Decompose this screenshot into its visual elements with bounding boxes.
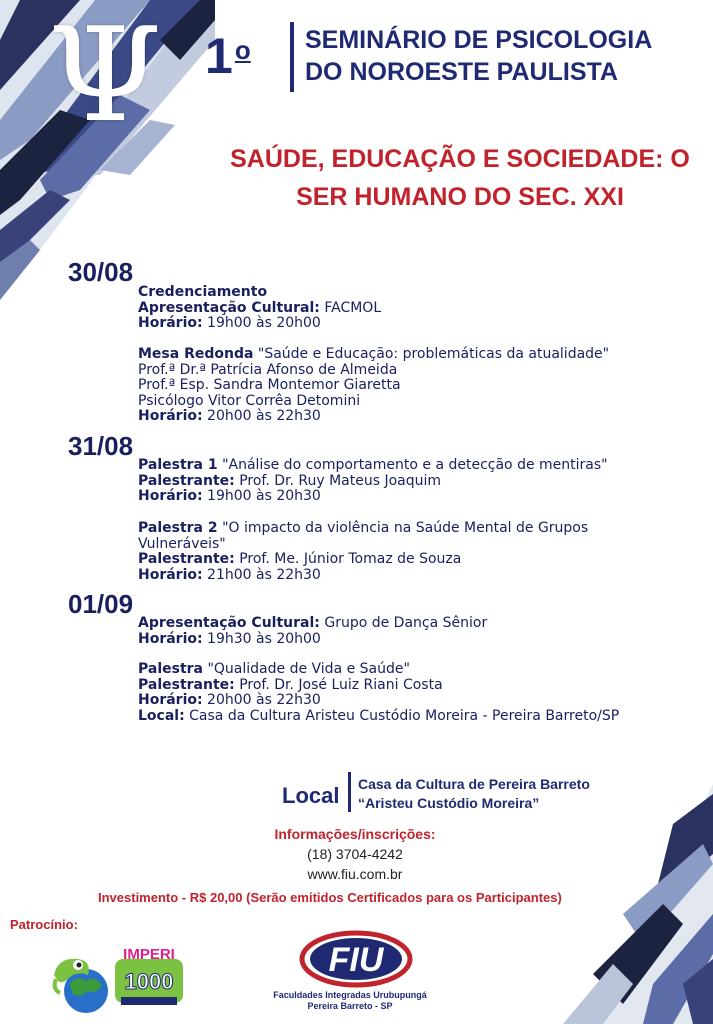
seminar-theme — [215, 140, 705, 216]
palestra-label: Palestra 2 — [138, 520, 218, 536]
local-label: Local: — [138, 707, 185, 724]
theme-line-2: SER HUMANO DO SEC. XXI — [296, 183, 624, 211]
horario-label: Horário: — [138, 630, 203, 647]
chameleon-globe-logo — [48, 945, 118, 1017]
palestrante-value: Prof. Dr. José Luiz Riani Costa — [234, 676, 443, 693]
seminar-title — [305, 24, 705, 88]
horario-label: Horário: — [138, 408, 203, 425]
venue-label: Local — [282, 783, 340, 808]
cultural-label: Apresentação Cultural: — [138, 299, 320, 316]
title-divider — [290, 22, 294, 92]
ordinal-number: 1 — [205, 28, 233, 84]
info-url[interactable]: www.fiu.com.br — [307, 866, 403, 882]
day3-session-a — [138, 616, 487, 647]
theme-line-1: SAÚDE, EDUCAÇÃO E SOCIEDADE: O — [230, 145, 690, 173]
palestra-value: "O impacto da violência na Saúde Mental de Grupos Vulneráveis" — [138, 520, 589, 552]
palestra-label: Palestra — [138, 661, 204, 677]
palestrante-label: Palestrante: — [138, 676, 235, 693]
horario-label: Horário: — [138, 566, 203, 583]
horario-value: 20h00 às 22h30 — [202, 408, 321, 425]
venue-line-1: Casa da Cultura de Pereira Barreto — [358, 776, 590, 792]
day2-session-b — [138, 521, 618, 583]
panelist-2: Prof.ª Esp. Sandra Montemor Giaretta — [138, 377, 401, 394]
venue-name — [358, 775, 590, 813]
day3-session-b — [138, 662, 619, 724]
palestrante-value: Prof. Me. Júnior Tomaz de Souza — [234, 551, 462, 568]
info-phone: (18) 3704-4242 — [307, 846, 403, 862]
date-day-3: 01/09 — [68, 589, 134, 619]
panelist-1: Prof.ª Dr.ª Patrícia Afonso de Almeida — [138, 361, 398, 378]
cultural-value: Grupo de Dança Sênior — [319, 615, 488, 631]
info-title: Informações/inscrições: — [274, 826, 436, 842]
title-line-2: DO NOROESTE PAULISTA — [305, 58, 618, 86]
cultural-value: FACMOL — [319, 299, 382, 316]
venue-divider — [348, 772, 351, 812]
horario-value: 21h00 às 22h30 — [202, 566, 321, 583]
mesa-label: Mesa Redonda — [138, 346, 254, 362]
imperi-wordmark: IMPERI — [123, 946, 175, 963]
fiu-wordmark: FIU — [328, 941, 384, 979]
fiu-name: Faculdades Integradas Urubupungá — [273, 990, 427, 1000]
ordinal-suffix: o — [234, 35, 251, 65]
palestra-value: "Análise do comportamento e a detecção de mentiras" — [217, 457, 608, 473]
day2-session-a — [138, 458, 608, 505]
horario-label: Horário: — [138, 315, 203, 332]
day1-session-b — [138, 347, 609, 425]
horario-label: Horário: — [138, 488, 203, 505]
palestra-value: "Qualidade de Vida e Saúde" — [203, 661, 410, 677]
mesa-value: "Saúde e Educação: problemáticas da atualidade" — [253, 346, 610, 362]
cultural-label: Apresentação Cultural: — [138, 615, 320, 631]
horario-value: 19h00 às 20h00 — [202, 315, 321, 332]
imperi-1000-logo — [113, 945, 185, 1013]
imperi-number: 1000 — [124, 969, 174, 994]
palestra-label: Palestra 1 — [138, 457, 218, 473]
horario-value: 19h00 às 20h30 — [202, 488, 321, 505]
horario-label: Horário: — [138, 692, 203, 709]
fiu-city: Pereira Barreto - SP — [307, 1001, 393, 1011]
fiu-logo — [298, 925, 414, 989]
psi-logo: Ψ — [47, 0, 162, 151]
fiu-caption — [270, 990, 430, 1012]
title-line-1: SEMINÁRIO DE PSICOLOGIA — [305, 26, 653, 54]
date-day-1: 30/08 — [68, 257, 134, 287]
investment-note: Investimento - R$ 20,00 (Serão emitidos Certificados para os Participantes) — [98, 890, 562, 905]
day1-session-a — [138, 285, 381, 332]
venue-line-2: “Aristeu Custódio Moreira” — [358, 795, 540, 811]
horario-value: 20h00 às 22h30 — [202, 692, 321, 709]
panelist-3: Psicólogo Vitor Corrêa Detomini — [138, 392, 361, 409]
palestrante-label: Palestrante: — [138, 551, 235, 568]
seminar-ordinal — [205, 22, 251, 84]
local-value: Casa da Cultura Aristeu Custódio Moreira - Pereira Barreto/SP — [184, 707, 620, 724]
sponsors-label: Patrocínio: — [10, 917, 78, 932]
credenciamento: Credenciamento — [138, 284, 268, 300]
palestrante-label: Palestrante: — [138, 472, 235, 489]
palestrante-value: Prof. Dr. Ruy Mateus Joaquim — [234, 472, 442, 489]
date-day-2: 31/08 — [68, 431, 134, 461]
horario-value: 19h30 às 20h00 — [202, 630, 321, 647]
